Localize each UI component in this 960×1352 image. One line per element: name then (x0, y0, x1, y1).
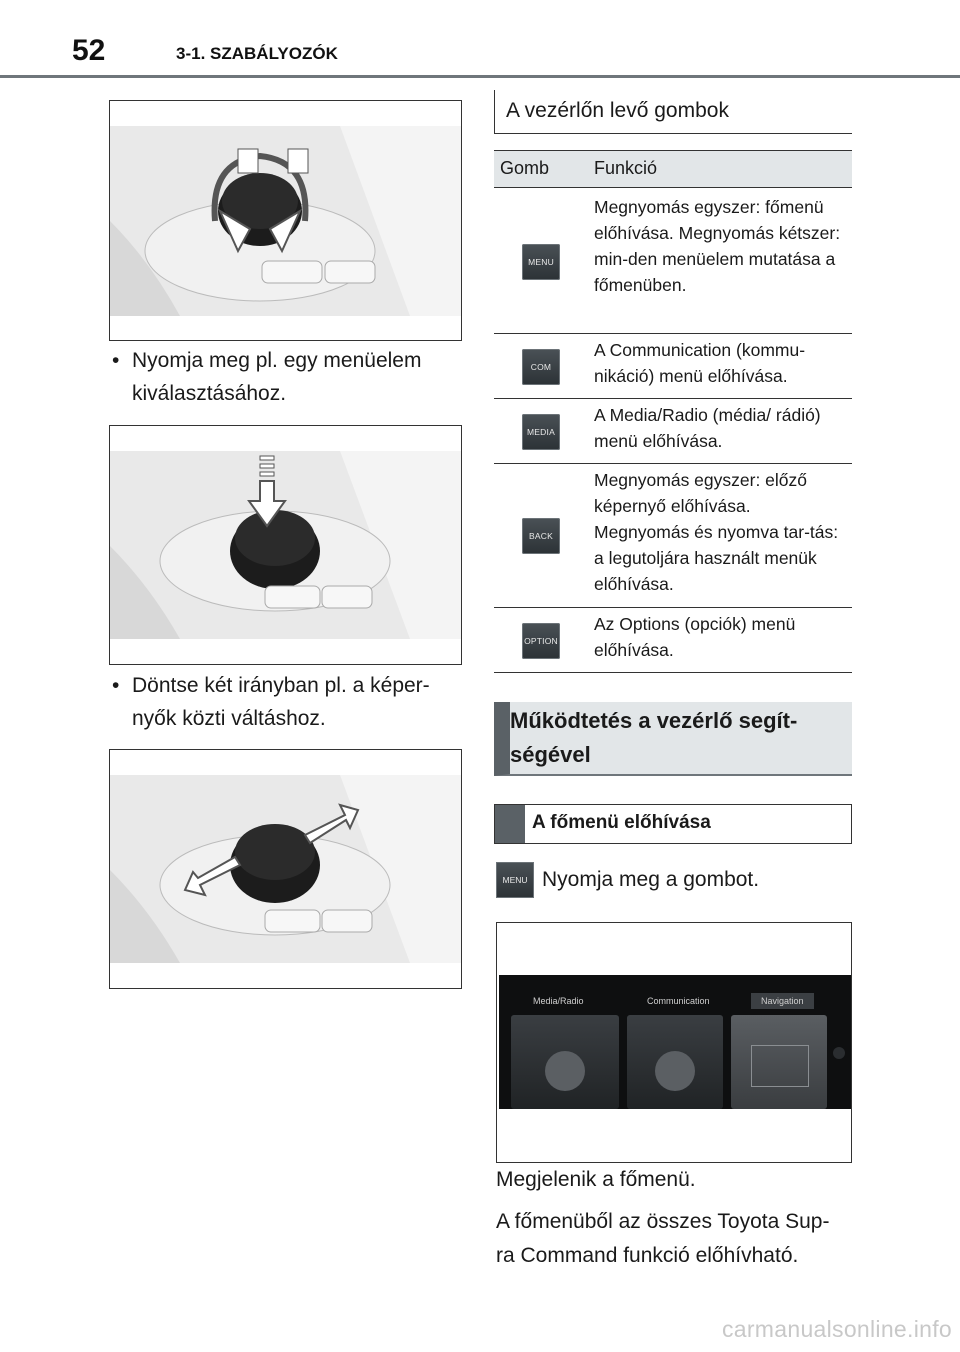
bullet-tilt (112, 669, 457, 735)
navigation-card (731, 1015, 827, 1109)
table-cell-function: Az Options (opciók) menü előhívása. (594, 614, 796, 660)
paragraph-main-menu-appears: Megjelenik a főmenü. (496, 1168, 696, 1191)
subsection-heading-text: A főmenü előhívása (532, 812, 711, 833)
bullet-press (112, 344, 457, 410)
media-key-icon: MEDIA (522, 414, 560, 450)
table-cell-function: Megnyomás egyszer: előző képernyő előhívása. Megnyomás és nyomva tar-tás: a legutoljára használt menük előhívása. (594, 470, 839, 594)
phone-icon (655, 1051, 695, 1091)
table-row (494, 334, 852, 399)
table-cell-function: Megnyomás egyszer: főmenü előhívása. Megnyomás kétszer: min-den menüelem mutatása a főmenüben. (594, 197, 841, 295)
communication-card (627, 1015, 723, 1109)
column-header-button: Gomb (500, 158, 550, 178)
chapter-title: 3-1. SZABÁLYOZÓK (176, 44, 338, 63)
chevron-right-icon (833, 1047, 845, 1059)
controller-tilt-illustration (110, 750, 461, 988)
tab-communication: Communication (647, 996, 710, 1006)
controller-tilt-figure (109, 749, 462, 989)
section-heading-text: Működtetés a vezérlő segít-ségével (510, 708, 798, 767)
table-row (494, 608, 852, 673)
subsection-bar (495, 805, 525, 843)
music-note-icon (545, 1051, 585, 1091)
com-key-icon: COM (522, 349, 560, 385)
tab-navigation: Navigation (751, 993, 814, 1009)
section-heading (494, 702, 852, 776)
controller-press-illustration (110, 426, 461, 664)
controller-rotate-illustration (110, 101, 461, 340)
bullet-press-text: Nyomja meg pl. egy menüelem kiválasztásához. (132, 349, 422, 405)
back-key-icon: BACK (522, 518, 560, 554)
media-card (511, 1015, 619, 1109)
map-icon (751, 1045, 809, 1087)
buttons-table-title (494, 90, 852, 134)
controller-press-figure (109, 425, 462, 665)
instruction-text: Nyomja meg a gombot. (542, 868, 760, 891)
page-number: 52 (72, 34, 106, 67)
table-cell-function: A Media/Radio (média/ rádió) menü előhívása. (594, 405, 821, 451)
watermark: carmanualsonline.info (721, 1316, 952, 1342)
table-row (494, 399, 852, 464)
column-header-function: Funkció (594, 158, 658, 178)
table-row (494, 464, 852, 608)
menu-key-icon: MENU (496, 862, 534, 898)
table-cell-function: A Communication (kommu-nikáció) menü előhívása. (594, 340, 806, 386)
header-rule (0, 75, 960, 78)
table-row (494, 188, 852, 334)
main-menu-screen (499, 975, 851, 1109)
subsection-heading (494, 804, 852, 844)
bullet-dot: • (112, 674, 120, 697)
main-menu-screenshot-figure (496, 922, 852, 1163)
buttons-table-header (494, 150, 852, 188)
option-key-icon: OPTION (522, 623, 560, 659)
bullet-tilt-text: Döntse két irányban pl. a képer-nyők közti váltáshoz. (132, 674, 430, 730)
paragraph-functions: A főmenüből az összes Toyota Sup-ra Command funkció előhívható. (496, 1210, 830, 1267)
buttons-table-title-text: A vezérlőn levő gombok (506, 99, 729, 122)
bullet-dot: • (112, 349, 120, 372)
menu-key-icon: MENU (522, 244, 560, 280)
controller-rotate-figure (109, 100, 462, 341)
tab-media-radio: Media/Radio (533, 996, 584, 1006)
